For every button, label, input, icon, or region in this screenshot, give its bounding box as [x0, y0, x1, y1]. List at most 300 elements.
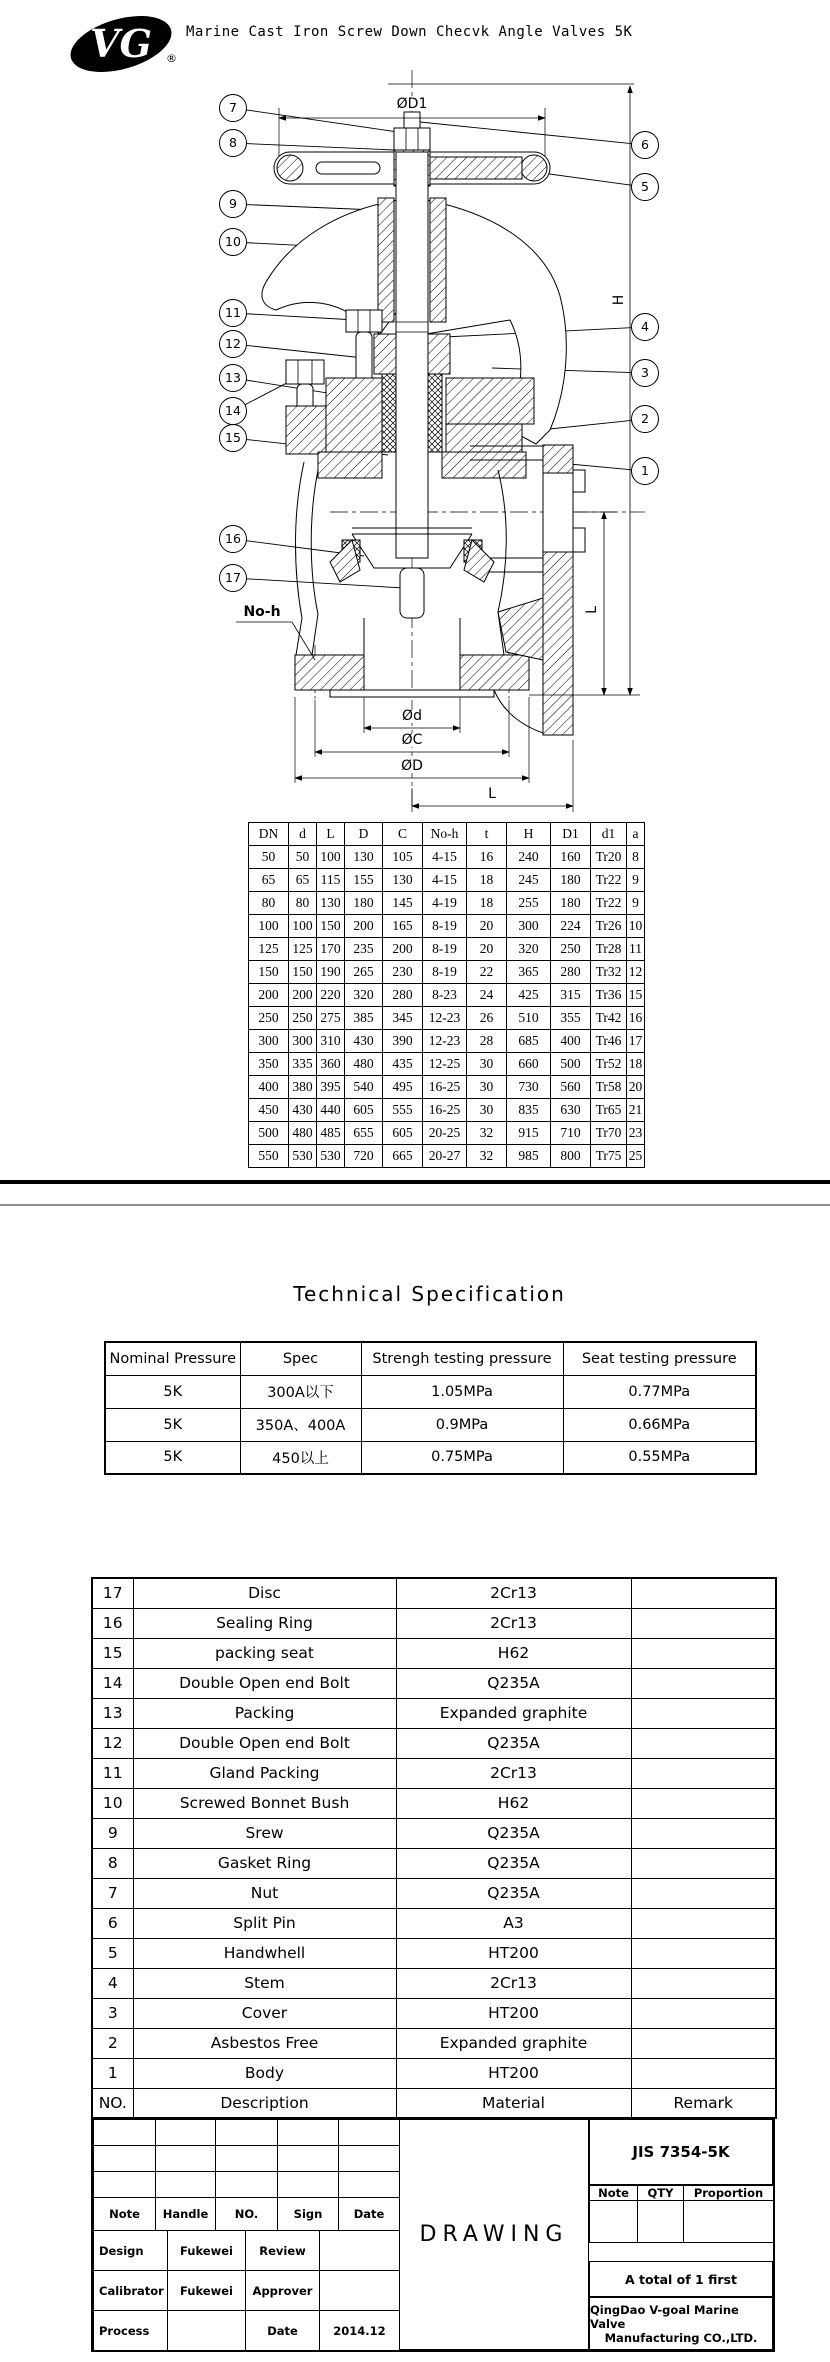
callout-4: 4 — [631, 313, 659, 341]
table-cell — [631, 1668, 776, 1698]
table-cell: Date — [339, 2198, 400, 2231]
table-cell: Tr46 — [591, 1030, 627, 1053]
table-cell: 14 — [92, 1668, 133, 1698]
table-cell: 400 — [249, 1076, 289, 1099]
table-cell: 32 — [467, 1145, 507, 1168]
table-cell: 0.77MPa — [563, 1375, 756, 1408]
table-cell: 335 — [289, 1053, 317, 1076]
table-cell: 315 — [551, 984, 591, 1007]
table-cell — [156, 2146, 216, 2172]
table-cell: A3 — [396, 1908, 631, 1938]
table-cell: Q235A — [396, 1728, 631, 1758]
callout-14: 14 — [219, 397, 247, 425]
table-cell: 145 — [383, 892, 423, 915]
dim-label-h: H — [611, 294, 627, 306]
table-cell: 355 — [551, 1007, 591, 1030]
table-cell: Approver — [246, 2271, 320, 2311]
table-cell: 80 — [289, 892, 317, 915]
table-cell: 485 — [317, 1122, 345, 1145]
column-header: Strengh testing pressure — [361, 1342, 563, 1375]
table-cell — [631, 1578, 776, 1608]
table-cell: 50 — [249, 846, 289, 869]
table-cell: 4-15 — [423, 869, 467, 892]
table-cell: 20-25 — [423, 1122, 467, 1145]
title-block-sign-grid — [93, 2119, 400, 2231]
table-cell: packing seat — [133, 1638, 396, 1668]
table-cell: 605 — [345, 1099, 383, 1122]
table-cell — [339, 2120, 400, 2146]
table-cell: 275 — [317, 1007, 345, 1030]
table-cell: 250 — [289, 1007, 317, 1030]
table-cell: 0.55MPa — [563, 1441, 756, 1474]
table-cell: 17 — [92, 1578, 133, 1608]
table-cell: 665 — [383, 1145, 423, 1168]
callout-11: 11 — [219, 299, 247, 327]
callout-12: 12 — [219, 330, 247, 358]
column-header: DN — [249, 823, 289, 846]
table-cell: 395 — [317, 1076, 345, 1099]
table-cell: 150 — [289, 961, 317, 984]
table-cell: 130 — [317, 892, 345, 915]
table-cell: 5 — [92, 1938, 133, 1968]
table-cell: 155 — [345, 869, 383, 892]
table-cell: Tr22 — [591, 869, 627, 892]
table-cell — [631, 1758, 776, 1788]
table-cell: 100 — [317, 846, 345, 869]
table-cell: 18 — [467, 892, 507, 915]
table-cell: 180 — [345, 892, 383, 915]
table-cell — [216, 2146, 278, 2172]
table-cell: 230 — [383, 961, 423, 984]
table-cell: 390 — [383, 1030, 423, 1053]
table-cell: Tr65 — [591, 1099, 627, 1122]
table-cell — [631, 1848, 776, 1878]
table-cell: Stem — [133, 1968, 396, 1998]
table-cell: 400 — [551, 1030, 591, 1053]
callout-1: 1 — [631, 457, 659, 485]
table-cell — [631, 2028, 776, 2058]
table-cell: 15 — [92, 1638, 133, 1668]
table-cell — [631, 1938, 776, 1968]
table-cell: Split Pin — [133, 1908, 396, 1938]
table-cell — [278, 2120, 339, 2146]
table-cell: 430 — [345, 1030, 383, 1053]
table-cell: 450 — [249, 1099, 289, 1122]
table-cell: 4-19 — [423, 892, 467, 915]
table-cell: 30 — [467, 1099, 507, 1122]
table-cell: 1.05MPa — [361, 1375, 563, 1408]
table-cell — [590, 2201, 638, 2243]
table-cell: H62 — [396, 1638, 631, 1668]
table-cell: Date — [246, 2311, 320, 2351]
table-cell — [631, 1968, 776, 1998]
title-block-approval-grid — [93, 2230, 400, 2351]
table-cell: 12-23 — [423, 1030, 467, 1053]
table-cell — [339, 2146, 400, 2172]
table-cell — [216, 2120, 278, 2146]
table-cell: 50 — [289, 846, 317, 869]
table-cell: 180 — [551, 892, 591, 915]
table-cell: 15 — [627, 984, 645, 1007]
table-cell: 710 — [551, 1122, 591, 1145]
table-cell: 2014.12 — [320, 2311, 400, 2351]
table-cell: 22 — [467, 961, 507, 984]
table-cell: 0.75MPa — [361, 1441, 563, 1474]
table-cell: Fukewei — [168, 2271, 246, 2311]
table-cell: 300 — [249, 1030, 289, 1053]
company-name-cell — [589, 2297, 773, 2350]
table-cell: 17 — [627, 1030, 645, 1053]
table-cell: 11 — [92, 1758, 133, 1788]
table-cell: 220 — [317, 984, 345, 1007]
table-cell: 310 — [317, 1030, 345, 1053]
table-cell: 250 — [249, 1007, 289, 1030]
callout-10: 10 — [219, 228, 247, 256]
table-cell: Cover — [133, 1998, 396, 2028]
table-cell: 0.9MPa — [361, 1408, 563, 1441]
table-cell: Q235A — [396, 1848, 631, 1878]
table-cell: 480 — [289, 1122, 317, 1145]
table-cell: Sealing Ring — [133, 1608, 396, 1638]
table-cell — [156, 2172, 216, 2198]
table-cell: Tr52 — [591, 1053, 627, 1076]
total-sheets-cell: A total of 1 first — [589, 2261, 773, 2297]
table-cell: 125 — [289, 938, 317, 961]
title-block-right — [589, 2119, 773, 2350]
table-cell: 16 — [627, 1007, 645, 1030]
table-cell: 200 — [383, 938, 423, 961]
table-cell: 510 — [507, 1007, 551, 1030]
table-cell: 105 — [383, 846, 423, 869]
callout-2: 2 — [631, 405, 659, 433]
table-cell: 280 — [383, 984, 423, 1007]
table-cell: Fukewei — [168, 2231, 246, 2271]
table-cell: Gland Packing — [133, 1758, 396, 1788]
table-cell: 365 — [507, 961, 551, 984]
table-cell: Body — [133, 2058, 396, 2088]
table-cell: 685 — [507, 1030, 551, 1053]
table-cell: 20-27 — [423, 1145, 467, 1168]
table-cell: 125 — [249, 938, 289, 961]
table-cell: Packing — [133, 1698, 396, 1728]
table-cell: 2Cr13 — [396, 1608, 631, 1638]
drawing-title-cell: DRAWING — [399, 2119, 589, 2350]
table-cell: Tr75 — [591, 1145, 627, 1168]
table-cell: H62 — [396, 1788, 631, 1818]
column-header: C — [383, 823, 423, 846]
page-top-line — [0, 1204, 830, 1206]
table-cell: 180 — [551, 869, 591, 892]
table-cell: 265 — [345, 961, 383, 984]
table-cell — [631, 1878, 776, 1908]
table-cell: 20 — [627, 1076, 645, 1099]
table-cell — [631, 1818, 776, 1848]
column-header: t — [467, 823, 507, 846]
table-cell: 320 — [345, 984, 383, 1007]
title-block — [91, 2117, 775, 2352]
table-cell: 16 — [92, 1608, 133, 1638]
table-cell: NO. — [216, 2198, 278, 2231]
table-cell: 430 — [289, 1099, 317, 1122]
table-cell: 32 — [467, 1122, 507, 1145]
table-cell — [638, 2201, 684, 2243]
table-cell: 255 — [507, 892, 551, 915]
table-cell: Note — [94, 2198, 156, 2231]
table-cell: 2Cr13 — [396, 1758, 631, 1788]
table-cell: Double Open end Bolt — [133, 1728, 396, 1758]
table-cell: 5K — [105, 1408, 240, 1441]
table-cell — [631, 1788, 776, 1818]
table-cell: 165 — [383, 915, 423, 938]
table-cell: Screwed Bonnet Bush — [133, 1788, 396, 1818]
table-cell: 350A、400A — [240, 1408, 361, 1441]
table-cell — [631, 2058, 776, 2088]
column-header: D1 — [551, 823, 591, 846]
table-cell: HT200 — [396, 1998, 631, 2028]
table-cell: 13 — [92, 1698, 133, 1728]
parts-list-table — [91, 1577, 777, 2119]
table-cell: Q235A — [396, 1668, 631, 1698]
table-cell — [278, 2172, 339, 2198]
table-cell: 8 — [92, 1848, 133, 1878]
table-cell: 150 — [317, 915, 345, 938]
table-cell: 130 — [383, 869, 423, 892]
table-cell — [631, 1608, 776, 1638]
table-cell: 8 — [627, 846, 645, 869]
table-cell: Srew — [133, 1818, 396, 1848]
table-cell: 30 — [467, 1076, 507, 1099]
table-cell: 24 — [467, 984, 507, 1007]
callout-5: 5 — [631, 173, 659, 201]
table-cell: Expanded graphite — [396, 1698, 631, 1728]
table-cell: 30 — [467, 1053, 507, 1076]
table-cell — [631, 1998, 776, 2028]
table-cell: Description — [133, 2088, 396, 2118]
table-cell: 235 — [345, 938, 383, 961]
table-cell: Tr70 — [591, 1122, 627, 1145]
table-cell: 660 — [507, 1053, 551, 1076]
table-cell: Sign — [278, 2198, 339, 2231]
qty-proportion-grid — [589, 2185, 774, 2243]
table-cell: 605 — [383, 1122, 423, 1145]
table-cell: 10 — [627, 915, 645, 938]
table-cell: Nut — [133, 1878, 396, 1908]
table-cell: 26 — [467, 1007, 507, 1030]
table-cell: Review — [246, 2231, 320, 2271]
column-header: Nominal Pressure — [105, 1342, 240, 1375]
page-break-line — [0, 1180, 830, 1184]
svg-text:VG: VG — [90, 21, 152, 66]
table-cell: 800 — [551, 1145, 591, 1168]
callout-7: 7 — [219, 94, 247, 122]
dim-label-d-big: ØD — [401, 758, 423, 774]
dimension-table — [248, 822, 645, 1168]
table-cell: HT200 — [396, 1938, 631, 1968]
table-cell: Note — [590, 2186, 638, 2201]
table-cell: 495 — [383, 1076, 423, 1099]
table-cell: Tr32 — [591, 961, 627, 984]
table-cell: 11 — [627, 938, 645, 961]
table-cell: 12-23 — [423, 1007, 467, 1030]
table-cell: Tr26 — [591, 915, 627, 938]
table-cell: 440 — [317, 1099, 345, 1122]
table-cell — [631, 1698, 776, 1728]
column-header: H — [507, 823, 551, 846]
table-cell: 835 — [507, 1099, 551, 1122]
table-cell: 160 — [551, 846, 591, 869]
table-cell: Tr28 — [591, 938, 627, 961]
table-cell: Handwhell — [133, 1938, 396, 1968]
table-cell: 435 — [383, 1053, 423, 1076]
table-cell: Proportion — [684, 2186, 774, 2201]
table-cell: 385 — [345, 1007, 383, 1030]
table-cell — [156, 2120, 216, 2146]
column-header: d1 — [591, 823, 627, 846]
table-cell: 0.66MPa — [563, 1408, 756, 1441]
table-cell — [684, 2201, 774, 2243]
table-cell: 12 — [92, 1728, 133, 1758]
table-cell: 65 — [249, 869, 289, 892]
table-cell: 540 — [345, 1076, 383, 1099]
table-cell: 720 — [345, 1145, 383, 1168]
table-cell: Handle — [156, 2198, 216, 2231]
table-cell: Design — [94, 2231, 168, 2271]
table-cell: 170 — [317, 938, 345, 961]
spec-section-title: Technical Specification — [293, 1282, 566, 1306]
table-cell: Expanded graphite — [396, 2028, 631, 2058]
table-cell: 130 — [345, 846, 383, 869]
table-cell: 240 — [507, 846, 551, 869]
table-cell: 150 — [249, 961, 289, 984]
table-cell: 560 — [551, 1076, 591, 1099]
table-cell — [320, 2231, 400, 2271]
table-cell: Tr36 — [591, 984, 627, 1007]
table-cell: QTY — [638, 2186, 684, 2201]
company-name-line2: Manufacturing CO.,LTD. — [604, 2330, 758, 2345]
table-cell: 550 — [249, 1145, 289, 1168]
table-cell: 280 — [551, 961, 591, 984]
table-cell: 2Cr13 — [396, 1968, 631, 1998]
callout-6: 6 — [631, 131, 659, 159]
dim-label-d1: ØD1 — [396, 96, 428, 112]
table-cell: 190 — [317, 961, 345, 984]
table-cell: Gasket Ring — [133, 1848, 396, 1878]
table-cell: 10 — [92, 1788, 133, 1818]
column-header: Seat testing pressure — [563, 1342, 756, 1375]
dim-label-l-side: L — [584, 606, 600, 614]
table-cell: 20 — [467, 915, 507, 938]
column-header: No-h — [423, 823, 467, 846]
dim-label-d-small: Ød — [402, 708, 422, 724]
table-cell: 320 — [507, 938, 551, 961]
table-cell: 425 — [507, 984, 551, 1007]
table-cell: Tr22 — [591, 892, 627, 915]
table-cell: 200 — [345, 915, 383, 938]
table-cell — [168, 2311, 246, 2351]
table-cell: 6 — [92, 1908, 133, 1938]
table-cell: 200 — [289, 984, 317, 1007]
table-cell: 100 — [289, 915, 317, 938]
table-cell: 80 — [249, 892, 289, 915]
table-cell: Material — [396, 2088, 631, 2118]
table-cell: 4-15 — [423, 846, 467, 869]
table-cell: 18 — [627, 1053, 645, 1076]
table-cell: 985 — [507, 1145, 551, 1168]
table-cell: Double Open end Bolt — [133, 1668, 396, 1698]
table-cell: 3 — [92, 1998, 133, 2028]
callout-16: 16 — [219, 525, 247, 553]
table-cell: Calibrator — [94, 2271, 168, 2311]
table-cell: 500 — [249, 1122, 289, 1145]
table-cell: 224 — [551, 915, 591, 938]
callout-17: 17 — [219, 564, 247, 592]
column-header: L — [317, 823, 345, 846]
table-cell: 200 — [249, 984, 289, 1007]
table-cell: 8-19 — [423, 938, 467, 961]
table-cell: 5K — [105, 1375, 240, 1408]
table-cell: Q235A — [396, 1878, 631, 1908]
table-cell: 500 — [551, 1053, 591, 1076]
table-cell: 555 — [383, 1099, 423, 1122]
table-cell: 115 — [317, 869, 345, 892]
table-cell — [94, 2120, 156, 2146]
table-cell — [631, 1728, 776, 1758]
page-title: Marine Cast Iron Screw Down Checvk Angle Valves 5K — [186, 24, 633, 40]
table-cell: 20 — [467, 938, 507, 961]
table-cell: 2 — [92, 2028, 133, 2058]
standard-number-cell: JIS 7354-5K — [589, 2119, 773, 2185]
table-cell — [94, 2172, 156, 2198]
table-cell — [631, 1908, 776, 1938]
table-cell: 360 — [317, 1053, 345, 1076]
table-cell: 4 — [92, 1968, 133, 1998]
company-name-line1: QingDao V-goal Marine Valve — [590, 2302, 739, 2331]
table-cell: 28 — [467, 1030, 507, 1053]
table-cell: Q235A — [396, 1818, 631, 1848]
table-cell: 16-25 — [423, 1076, 467, 1099]
table-cell: 450以上 — [240, 1441, 361, 1474]
dim-label-c: ØC — [401, 732, 423, 748]
table-cell: 9 — [92, 1818, 133, 1848]
table-cell: Asbestos Free — [133, 2028, 396, 2058]
table-cell: 12-25 — [423, 1053, 467, 1076]
table-cell: 380 — [289, 1076, 317, 1099]
table-cell: 65 — [289, 869, 317, 892]
table-cell: 530 — [317, 1145, 345, 1168]
registered-icon: ® — [166, 52, 177, 65]
table-cell: 23 — [627, 1122, 645, 1145]
table-cell — [216, 2172, 278, 2198]
table-cell: Process — [94, 2311, 168, 2351]
table-cell: 12 — [627, 961, 645, 984]
callout-8: 8 — [219, 129, 247, 157]
table-cell: 245 — [507, 869, 551, 892]
table-cell: 915 — [507, 1122, 551, 1145]
dim-label-no-h: No-h — [243, 604, 281, 620]
table-cell: 7 — [92, 1878, 133, 1908]
table-cell: 9 — [627, 869, 645, 892]
table-cell: Disc — [133, 1578, 396, 1608]
table-cell: 16 — [467, 846, 507, 869]
table-cell: Tr20 — [591, 846, 627, 869]
table-cell: NO. — [92, 2088, 133, 2118]
valve-section-drawing — [0, 0, 830, 830]
column-header: Spec — [240, 1342, 361, 1375]
table-cell: 18 — [467, 869, 507, 892]
table-cell: 8-19 — [423, 915, 467, 938]
table-cell: 300 — [507, 915, 551, 938]
column-header: a — [627, 823, 645, 846]
